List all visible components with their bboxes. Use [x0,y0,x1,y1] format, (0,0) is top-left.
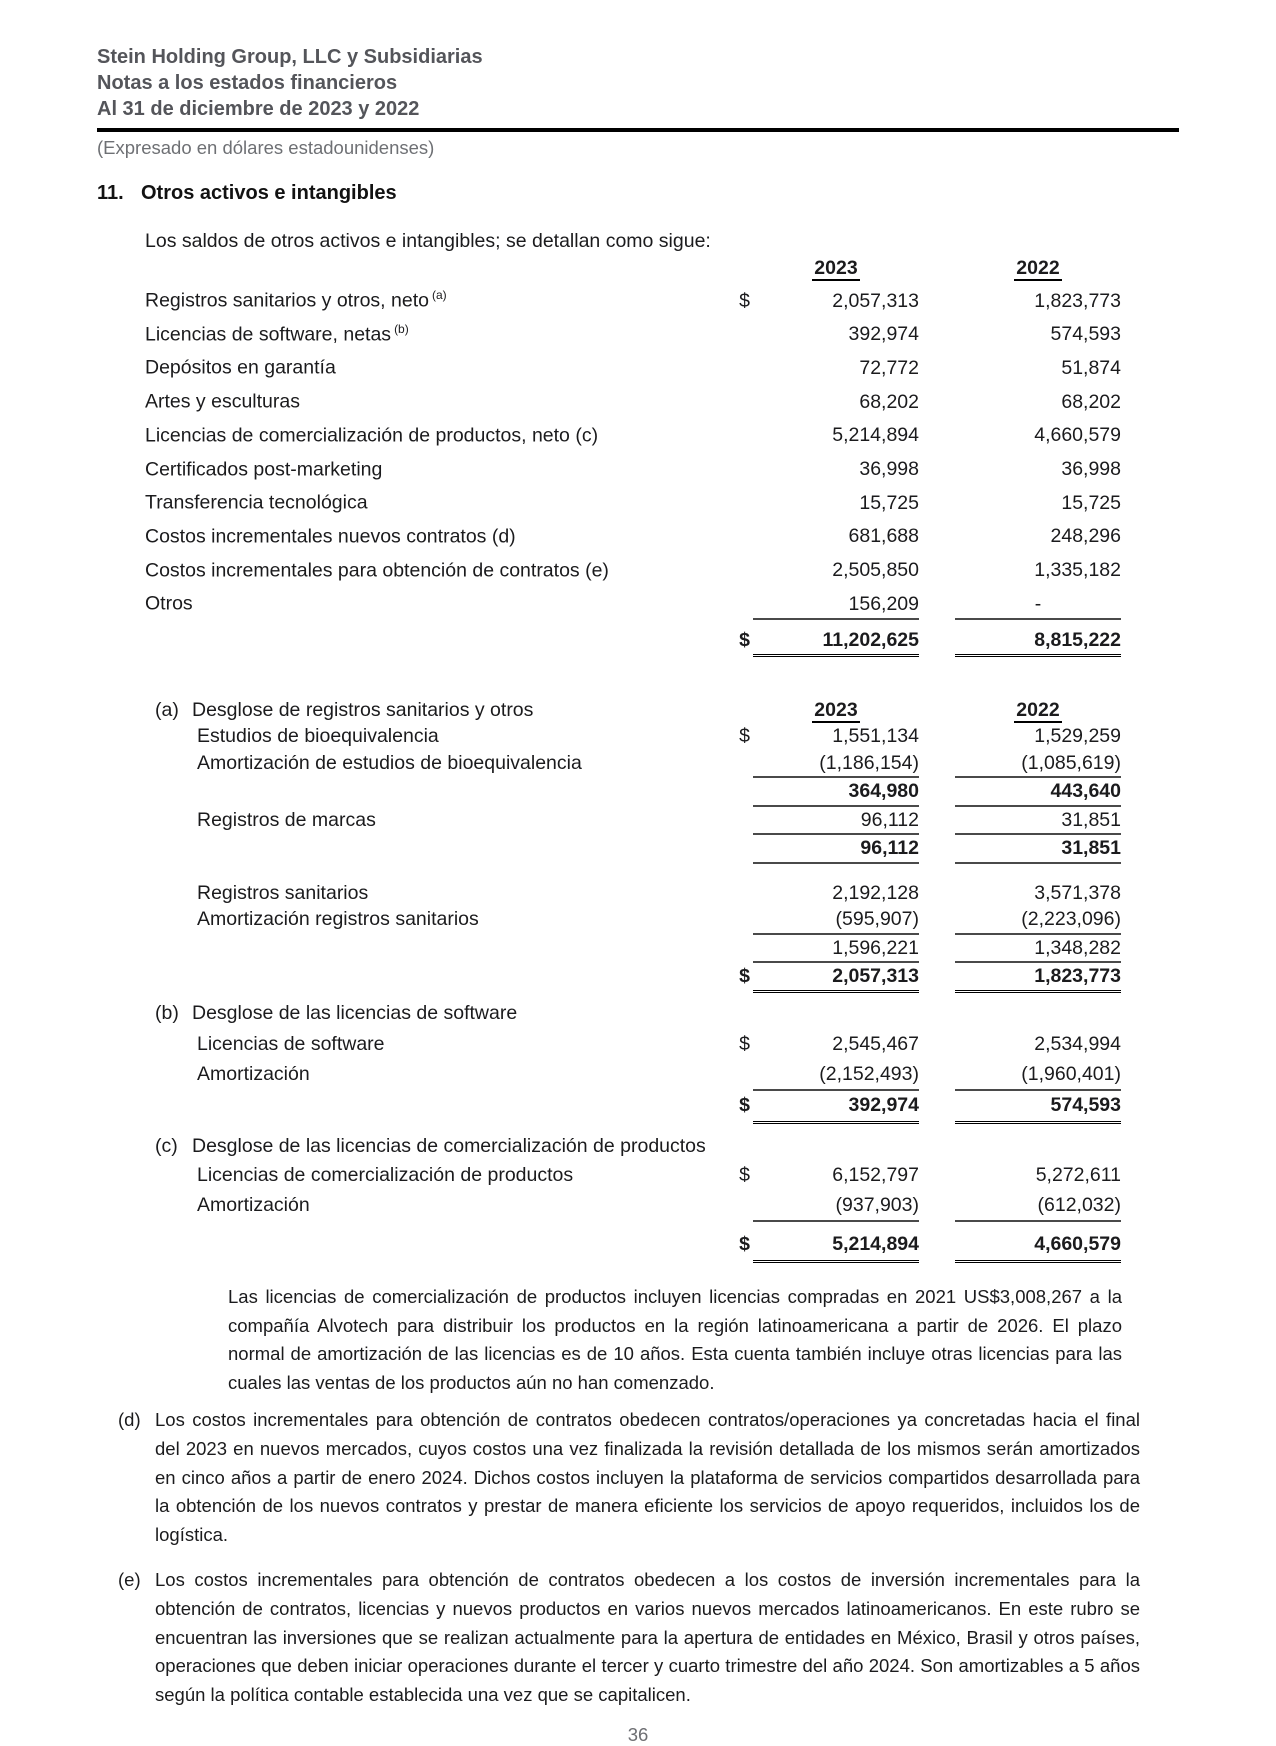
value-2023: 15,725 [859,491,919,514]
currency-symbol: $ [739,1164,750,1187]
company-name: Stein Holding Group, LLC y Subsidiarias [97,46,483,68]
breakdown-a-header [97,697,1179,724]
breakdown-c-header [97,1132,1179,1162]
value-2023: 156,209 [753,590,919,620]
breakdown-a-tag: (a) [155,698,179,721]
currency-note: (Expresado en dólares estadounidenses) [97,137,435,158]
value-2022: 1,823,773 [1034,289,1121,312]
value-2023: 5,214,894 [832,424,919,447]
table-row [97,750,1179,779]
table-row [97,963,1179,993]
note-d-tag: (d) [118,1408,141,1430]
row-label [97,620,700,654]
value-2022: (1,960,401) [955,1060,1121,1092]
letterhead [97,44,1179,159]
currency-symbol: $ [739,628,750,651]
value-2023: 2,057,313 [832,289,919,312]
value-2022: 2,534,994 [1034,1033,1121,1056]
column-header-row [97,255,1179,281]
table-row [97,584,1179,620]
currency-symbol: $ [739,725,750,748]
value-2022: 68,202 [1061,390,1121,413]
table-row [97,1191,1179,1223]
value-2022: 8,815,222 [955,626,1121,657]
row-label: Licencias de software [197,1033,385,1056]
section-number: 11. [97,182,124,204]
col-header-2023: 2023 [814,257,858,279]
value-2022: 3,571,378 [1034,881,1121,904]
breakdown-b-header [97,999,1179,1029]
value-2023: 72,772 [859,356,919,379]
row-label: Amortización de estudios de bioequivalencia [197,751,582,774]
note-d [97,1406,1140,1550]
value-2022: (612,032) [955,1191,1121,1223]
license-note-paragraph: Las licencias de comercialización de productos incluyen licencias compradas en 2021 US$3,008,267 a la compañía Alvotech para distribuir los productos en la región latinoamericana a partir de 2026. El plazo normal de amortización de las licencias es de 10 años. Esta cuenta también incluye otras licencias para las cuales las ventas de los productos aún no han comenzado. [228,1285,1122,1394]
value-2023: 36,998 [859,458,919,481]
main-table [97,255,1179,657]
section-title-row [97,181,1179,205]
value-2022: 4,660,579 [1034,424,1121,447]
footnote-ref: (b) [394,321,409,336]
table-row [97,807,1179,836]
value-2022: 1,823,773 [955,963,1121,993]
note-d-text: Los costos incrementales para obtención de contratos obedecen contratos/operaciones ya concretadas hacia el final del 2023 en nuevos mercados, cuyos costos una vez finalizada la revisión detallada de los mismos serán amortizados en cinco años a partir de enero 2024. Dichos costos incluyen la plataforma de servicios compartidos desarrollada para la obtención de los nuevos contratos y prestar de manera eficiente los servicios de apoyo requeridos, incluidos los de logística. [155,1408,1140,1546]
col-header-2022: 2022 [1016,257,1060,279]
row-label: Estudios de bioequivalencia [197,725,439,748]
note-e-text: Los costos incrementales para obtención de contratos obedecen a los costos de inversión incrementales para la obtención de contratos, licencias y nuevos productos en varios nuevos mercados latinoamericanos. En este rubro se encuentran las inversiones que se realizan actualmente para la apertura de entidades en México, Brasil y otros países, operaciones que deben iniciar operaciones durante el tercer y cuarto trimestre del año 2024. Son amortizables a 5 años según la política contable establecida una vez que se capitalicen. [155,1568,1140,1706]
value-2023: 2,505,850 [832,559,919,582]
table-row [97,880,1179,907]
col-header-2022: 2022 [1016,698,1060,721]
row-label: Certificados post-marketing [145,458,383,481]
breakdown-b [97,999,1179,1124]
note-e-tag: (e) [118,1568,141,1590]
value-2022: 15,725 [1061,491,1121,514]
section-title: Otros activos e intangibles [141,182,397,204]
table-row [97,315,1179,349]
note-e [97,1566,1140,1710]
table-row [97,1060,1179,1092]
value-2023: 2,545,467 [832,1033,919,1056]
value-2023: 1,596,221 [753,935,919,964]
value-2023: (2,152,493) [753,1060,919,1092]
value-2022: (1,085,619) [955,750,1121,779]
value-2023: (937,903) [753,1191,919,1223]
value-2022: - [955,590,1121,620]
value-2023: 2,192,128 [832,881,919,904]
row-label: Artes y esculturas [145,390,300,413]
currency-symbol: $ [739,965,750,988]
intro-text: Los saldos de otros activos e intangibles; se detallan como sigue: [145,230,711,252]
value-2022: 1,529,259 [1034,725,1121,748]
value-2022: 574,593 [955,1091,1121,1124]
document-title: Notas a los estados financieros [97,72,398,94]
table-row [97,281,1179,315]
table-row [97,723,1179,750]
table-row [97,835,1179,864]
breakdown-a-title: Desglose de registros sanitarios y otros [192,698,534,721]
row-label: Amortización [197,1193,310,1216]
value-2022: 1,335,182 [1034,559,1121,582]
value-2023: 392,974 [848,323,919,346]
report-date: Al 31 de diciembre de 2023 y 2022 [97,98,420,120]
value-2022: 1,348,282 [955,935,1121,964]
value-2023: 364,980 [753,778,919,807]
value-2022: 5,272,611 [1035,1164,1121,1187]
value-2022: 36,998 [1061,458,1121,481]
row-label: Registros sanitarios y otros, neto $^{(a)}$ [145,288,447,312]
value-2023: 68,202 [859,390,919,413]
value-2023: (595,907) [753,906,919,935]
value-2023: 11,202,625 [753,626,919,657]
breakdown-c-title: Desglose de las licencias de comercialización de productos [192,1134,706,1157]
value-2023: 2,057,313 [753,963,919,993]
col-header-2023: 2023 [814,698,858,721]
table-row [97,483,1179,517]
value-2022: 31,851 [955,807,1121,836]
page-number: 36 [627,1723,649,1745]
row-label: Costos incrementales nuevos contratos (d) [145,525,516,548]
breakdown-a [97,697,1179,993]
currency-symbol: $ [739,1033,750,1056]
table-row [97,450,1179,484]
table-row [97,348,1179,382]
table-row [97,778,1179,807]
value-2022: 443,640 [955,778,1121,807]
currency-symbol: $ [739,1094,750,1117]
row-label: Licencias de comercialización de productos, neto (c) [145,424,599,447]
row-label: Registros sanitarios [197,881,369,904]
value-2022: 574,593 [1050,323,1121,346]
value-2023: 96,112 [753,807,919,836]
table-row [97,416,1179,450]
value-2022: 31,851 [955,835,1121,864]
row-label: Amortización [197,1062,310,1085]
value-2023: (1,186,154) [753,750,919,779]
value-2023: 392,974 [753,1091,919,1124]
breakdown-c-tag: (c) [155,1134,178,1157]
row-label: Licencias de comercialización de productos [197,1164,574,1187]
table-row [97,1030,1179,1060]
currency-symbol: $ [739,1233,750,1256]
value-2022: 4,660,579 [955,1230,1121,1263]
row-label: Transferencia tecnológica [145,491,368,514]
value-2023: 6,152,797 [832,1164,919,1187]
header-rule [97,128,1179,132]
row-label: Amortización registros sanitarios [197,908,479,931]
value-2022: 51,874 [1061,356,1121,379]
table-row [97,935,1179,964]
currency-symbol: $ [739,289,750,312]
value-2023: 1,551,134 [832,725,919,748]
table-row [97,1230,1179,1263]
table-row [97,382,1179,416]
breakdown-c [97,1132,1179,1263]
table-row [97,1161,1179,1191]
value-2023: 96,112 [753,835,919,864]
footnote-ref: (a) [431,288,447,302]
value-2023: 681,688 [848,525,919,548]
table-row [97,620,1179,657]
value-2023: 5,214,894 [753,1230,919,1263]
table-row [97,906,1179,935]
row-label: Costos incrementales para obtención de contratos (e) [145,559,609,582]
row-label: Otros [145,592,193,615]
row-label: Registros de marcas [197,808,376,831]
table-row [97,551,1179,585]
table-row [97,517,1179,551]
row-label: Depósitos en garantía [145,356,336,379]
value-2022: (2,223,096) [955,906,1121,935]
breakdown-b-tag: (b) [155,1001,179,1024]
value-2022: 248,296 [1050,525,1121,548]
row-label: Licencias de software, netas $^{(b)}$ [145,321,409,346]
table-row [97,1091,1179,1124]
breakdown-b-title: Desglose de las licencias de software [192,1001,518,1024]
